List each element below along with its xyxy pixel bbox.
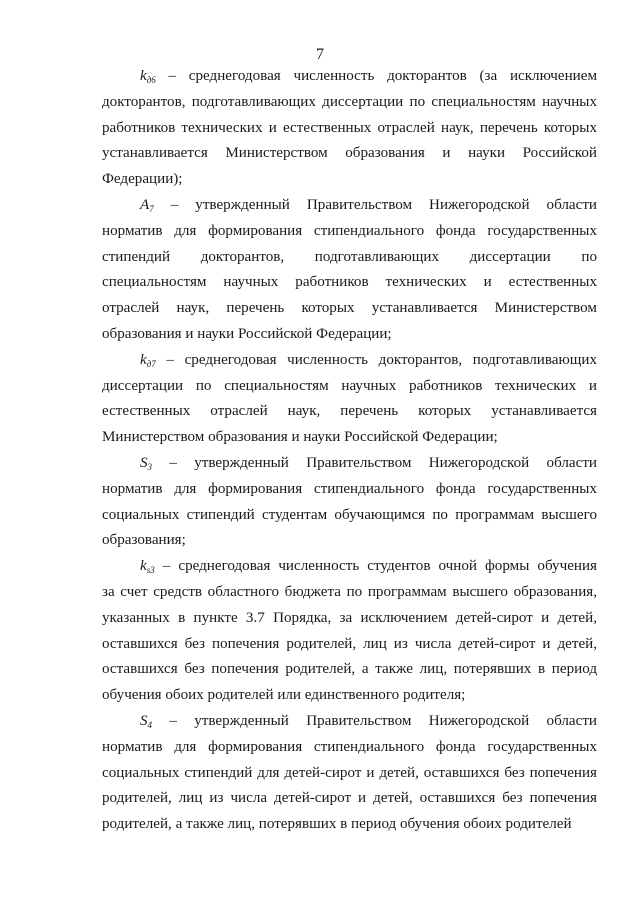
definition-first-line: [102, 709, 597, 735]
definition-text: – утвержденный Правительством Нижегородской области: [152, 712, 597, 729]
definition-line: специальностям научных работников технических и естественных: [102, 274, 597, 291]
definition-line: норматив для формирования стипендиального фонда государственных: [102, 738, 597, 755]
definition-paragraph: [102, 451, 597, 554]
definition-text: – среднегодовая численность докторантов, подготавливающих: [155, 351, 597, 368]
definition-line: образования и науки Российской Федерации;: [102, 325, 392, 342]
definition-line: стипендий докторантов, подготавливающих диссертации по: [102, 248, 597, 265]
formula-symbol: k: [140, 558, 147, 575]
definition-line: родителей, а также лиц, потерявших в период обучения обоих родителей: [102, 816, 572, 833]
definition-paragraph: [102, 64, 597, 193]
definition-line: отраслей наук, перечень которых устанавливается Министерством: [102, 300, 597, 317]
definition-line: норматив для формирования стипендиального фонда государственных: [102, 480, 597, 497]
definition-line: оставшихся без попечения родителей, лиц из числа детей-сирот и детей,: [102, 635, 597, 652]
formula-symbol: A: [140, 196, 150, 213]
definition-line: докторантов, подготавливающих диссертации по специальностям научных: [102, 93, 597, 110]
page-number: 7: [316, 46, 324, 63]
formula-symbol: k: [140, 351, 147, 368]
definition-line: норматив для формирования стипендиального фонда государственных: [102, 222, 597, 239]
definition-paragraph: [102, 709, 597, 838]
formula-subscript: 3: [147, 461, 153, 472]
definition-first-line: [102, 451, 597, 477]
definition-line: родителей, лиц из числа детей-сирот и детей, оставшихся без попечения: [102, 790, 597, 807]
formula-subscript: д7: [146, 358, 156, 369]
definition-line: образования;: [102, 532, 186, 549]
definition-text: – утвержденный Правительством Нижегородской области: [152, 454, 597, 471]
formula-term: [140, 455, 152, 471]
definition-paragraph: [102, 193, 597, 348]
definition-line: естественных отраслей наук, перечень которых устанавливается: [102, 403, 597, 420]
formula-subscript: 7: [149, 203, 154, 214]
definition-line: социальных стипендий для детей-сирот и детей, оставшихся без попечения: [102, 764, 597, 781]
definition-paragraph: [102, 348, 597, 451]
definition-paragraph: [102, 554, 597, 709]
definition-line: указанных в пункте 3.7 Порядка, за исключением детей-сирот и детей,: [102, 609, 597, 626]
formula-term: [140, 197, 154, 213]
definition-line: Федерации);: [102, 171, 183, 188]
formula-symbol: S: [140, 454, 148, 471]
formula-symbol: k: [140, 68, 147, 84]
definition-first-line: [102, 193, 597, 219]
formula-term: [140, 352, 156, 368]
formula-subscript: д6: [146, 75, 156, 85]
definition-first-line: [102, 554, 597, 580]
formula-term: [140, 68, 156, 84]
formula-term: [140, 713, 152, 729]
definition-line: диссертации по специальностям научных работников технических и: [102, 377, 597, 394]
formula-symbol: S: [140, 712, 148, 729]
formula-subscript: 4: [147, 719, 153, 730]
definition-first-line: [102, 348, 597, 374]
definition-line: устанавливается Министерством образования и науки Российской: [102, 145, 597, 162]
definition-line: оставшихся без попечения родителей, а также лиц, потерявших в период: [102, 661, 597, 678]
definition-line: за счет средств областного бюджета по программам высшего образования,: [102, 583, 597, 600]
definition-line: обучения обоих родителей или единственного родителя;: [102, 687, 466, 704]
definition-text: – среднегодовая численность студентов очной формы обучения: [154, 558, 597, 575]
definition-line: работников технических и естественных отраслей наук, перечень которых: [102, 119, 597, 136]
definition-line: Министерством образования и науки Российской Федерации;: [102, 429, 498, 446]
definition-text: – среднегодовая численность докторантов (за исключением: [155, 68, 597, 84]
definition-line: социальных стипендий студентам обучающимся по программам высшего: [102, 506, 597, 523]
formula-subscript: s3: [146, 565, 155, 576]
definition-first-line: [102, 64, 597, 90]
definition-text: – утвержденный Правительством Нижегородской области: [153, 196, 597, 213]
formula-term: [140, 558, 155, 574]
document-body: [102, 64, 597, 838]
